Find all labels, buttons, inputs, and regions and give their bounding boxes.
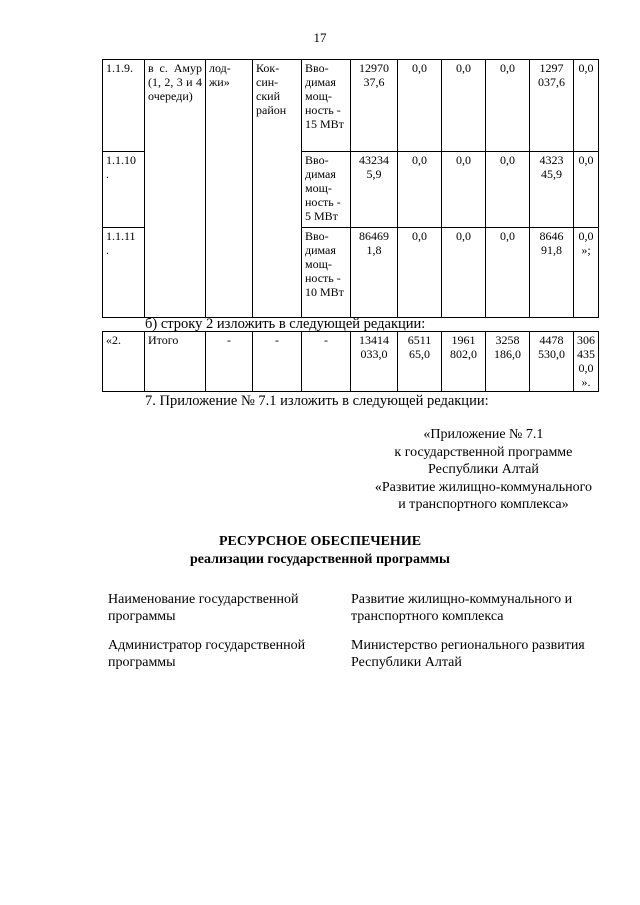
value-cell: 8646 91,8 — [530, 228, 574, 318]
row-id: 1.1.11 . — [103, 228, 145, 318]
total-table — [102, 331, 599, 392]
instruction-b: б) строку 2 изложить в следующей редакции: — [145, 316, 426, 332]
value-cell: 4323 45,9 — [530, 152, 574, 228]
info-value-admin: Министерство регионального развития Республики Алтай — [351, 638, 585, 670]
title-line-1: РЕСУРСНОЕ ОБЕСПЕЧЕНИЕ — [218, 534, 422, 549]
value-cell: 0,0 — [486, 60, 530, 152]
appendix-line: Республики Алтай — [428, 462, 539, 477]
appendix-line: к государственной программе — [394, 444, 573, 460]
value-cell: 0,0 — [398, 152, 442, 228]
value-cell: 0,0 — [486, 152, 530, 228]
appendix-line: и транспортного комплекса» — [398, 497, 569, 512]
value-cell: 4478 530,0 — [530, 332, 574, 392]
capacity-cell: Вво-димая мощ-ность - 10 МВт — [302, 228, 351, 318]
value-cell: 3258 186,0 — [486, 332, 530, 392]
capacity-cell: Вво-димая мощ-ность - 15 МВт — [302, 60, 351, 152]
page-number: 17 — [313, 30, 327, 45]
value-cell: 0,0 — [486, 228, 530, 318]
appendix-line: «Развитие жилищно-коммунального — [374, 479, 592, 495]
value-cell: 0,0 — [398, 228, 442, 318]
value-cell: 0,0 »; — [574, 228, 599, 318]
object-cell: лод-жи» — [206, 60, 253, 318]
title-line-2: реализации государственной программы — [190, 552, 450, 567]
value-cell: 6511 65,0 — [398, 332, 442, 392]
info-label-admin: Администратор государственной программы — [108, 638, 306, 670]
value-cell: 0,0 — [574, 152, 599, 228]
table-row — [103, 332, 599, 392]
info-label-name: Наименование государственной программы — [108, 592, 299, 624]
value-cell: 306 435 0,0 ». — [574, 332, 599, 392]
value-cell: 1961 802,0 — [442, 332, 486, 392]
capacity-cell: Вво-димая мощ-ность - 5 МВт — [302, 152, 351, 228]
dash-cell: - — [302, 332, 351, 392]
value-cell: 0,0 — [442, 228, 486, 318]
value-cell: 86469 1,8 — [351, 228, 398, 318]
total-label: Итого — [145, 332, 206, 392]
row-id: 1.1.10 . — [103, 152, 145, 228]
value-cell: 13414 033,0 — [351, 332, 398, 392]
table-row — [103, 60, 599, 152]
instruction-7: 7. Приложение № 7.1 изложить в следующей редакции: — [145, 393, 489, 409]
projects-table — [102, 59, 599, 318]
value-cell: 0,0 — [574, 60, 599, 152]
place-cell: в с. Амур (1, 2, 3 и 4 очереди) — [145, 60, 206, 318]
info-value-name: Развитие жилищно-коммунального и транспортного комплекса — [351, 592, 573, 624]
district-cell: Кок-син-ский район — [253, 60, 302, 318]
appendix-line: «Приложение № 7.1 — [423, 427, 544, 442]
value-cell: 43234 5,9 — [351, 152, 398, 228]
dash-cell: - — [253, 332, 302, 392]
value-cell: 0,0 — [442, 152, 486, 228]
row-id: 1.1.9. — [103, 60, 145, 152]
appendix-note — [375, 426, 592, 514]
dash-cell: - — [206, 332, 253, 392]
value-cell: 1297 037,6 — [530, 60, 574, 152]
row-id: «2. — [103, 332, 145, 392]
value-cell: 12970 37,6 — [351, 60, 398, 152]
value-cell: 0,0 — [442, 60, 486, 152]
value-cell: 0,0 — [398, 60, 442, 152]
